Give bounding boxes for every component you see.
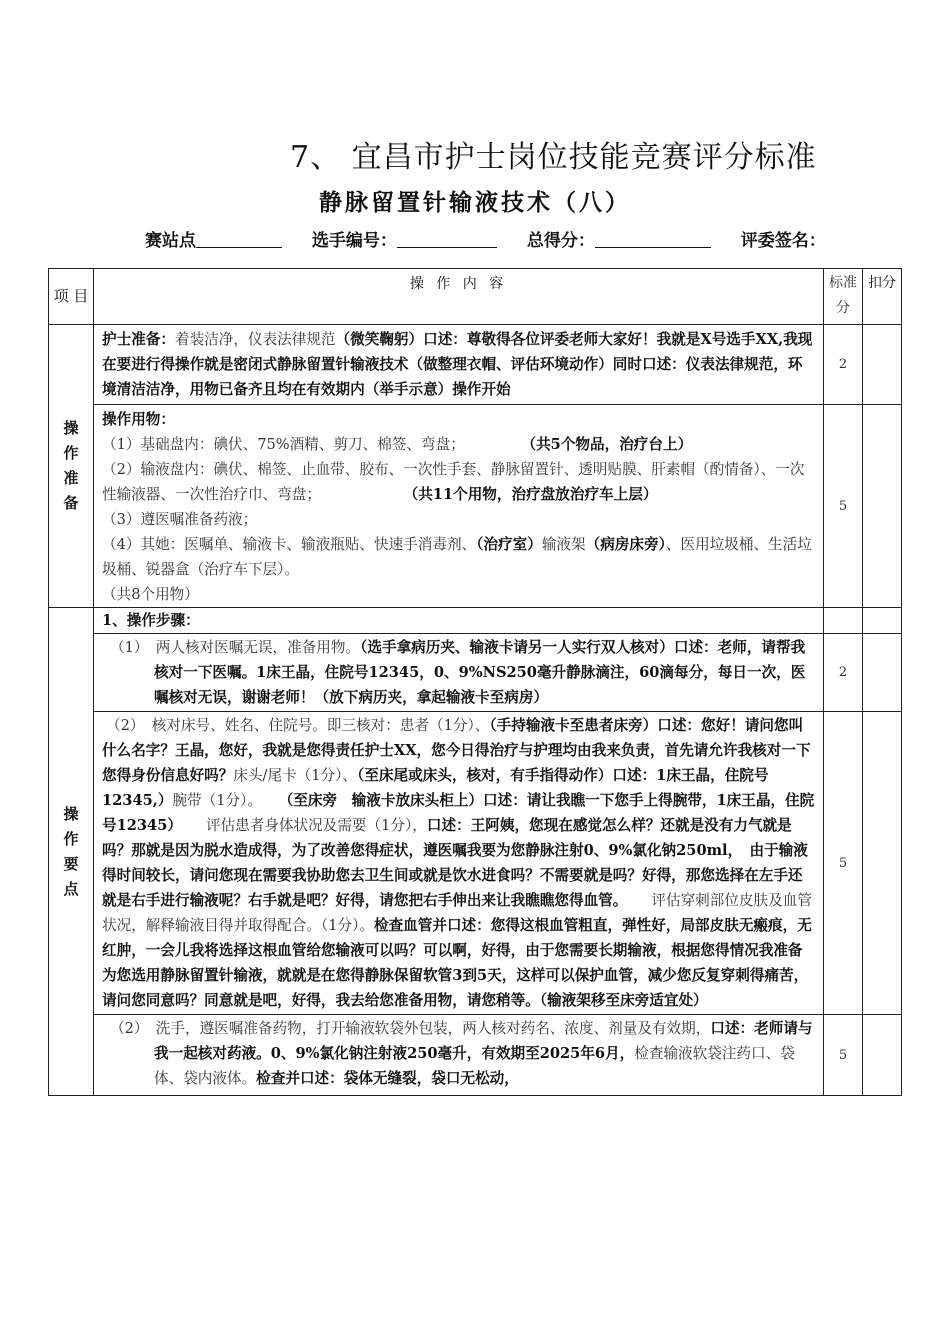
total-label: 总得分： (526, 231, 595, 251)
table-row (49, 634, 902, 712)
station-label: 赛站点 (145, 231, 196, 251)
station-field (145, 231, 282, 251)
text-span: （2） 洗手，遵医嘱准备药物，打开输液软袋外包装，两人核对药名、浓度、剂量及有效期， (110, 1020, 711, 1037)
contestant-label: 选手编号： (311, 231, 397, 251)
text-span: （选手拿病历夹、输液卡请另一人实行双人核对）口述：老师，请帮我核对一下医嘱。1床王晶，住院号12345，0、9%NS250毫升静脉滴注，60滴每分，每日一次，医嘱核对无误，谢谢老师！（放下病历夹，拿起输液卡至病房） (154, 639, 806, 706)
text-line (102, 432, 815, 457)
total-blank[interactable] (595, 231, 711, 248)
text-span: 着装洁净，仪表法律规范 (174, 331, 336, 348)
score-cell (824, 608, 863, 634)
deduct-cell[interactable] (863, 1015, 902, 1096)
row-content (94, 712, 824, 1015)
total-field (527, 231, 711, 251)
row-content (94, 634, 824, 712)
station-blank[interactable] (196, 231, 282, 248)
text-span: （4）其她：医嘱单、输液卡、输液瓶贴、快速手消毒剂、 (102, 536, 477, 553)
text-span: （手持输液卡至患者床旁）口述：您好！请问您叫什么名字？王晶，您好，我就是您得责任护士XX，您今日得治疗与护理均由我来负责，首先请允许我核对一下您得身份信息好吗？ (102, 717, 811, 784)
text-line: （共8个用物） (102, 586, 199, 603)
step-1-text (102, 635, 815, 710)
section-label-ops (49, 608, 94, 1096)
deduct-cell[interactable] (863, 634, 902, 712)
text-span: （至床尾或床头，核对，有手指得动作）口述：1床王晶，住院号12345,） (102, 767, 769, 809)
header-item: 项 目 (49, 269, 94, 325)
deduct-cell[interactable] (863, 405, 902, 608)
score-cell: 5 (824, 405, 863, 608)
row-content (94, 405, 824, 608)
text-span: 评估患者身体状况及需要（1分）， (205, 817, 427, 834)
text-span: （共11个用物，治疗盘放治疗车上层） (410, 486, 658, 503)
contestant-field (312, 231, 497, 251)
text-span: （微笑鞠躬）口述：尊敬得各位评委老师大家好！我就是X号选手XX,我现在要进行得操作就是密闭式静脉留置针输液技术（做整理衣帽、评估环境动作）同时口述：仪表法律规范，环境清洁洁净，用物已备齐且均在有效期内（举手示意）操作开始 (102, 331, 813, 398)
text-line: 操作用物： (102, 411, 175, 428)
text-span: （1）基础盘内：碘伏、75%酒精、剪刀、棉签、弯盘； (102, 436, 465, 453)
text-span: （至床旁 输液卡放床头柜上）口述：请让我瞧一下您手上得腕带，1床王晶，住院号12345） (102, 792, 815, 834)
section-label-prep (49, 325, 94, 608)
step-3-text (102, 1016, 815, 1091)
text-span: （治疗室） (476, 536, 542, 553)
text-line (102, 457, 815, 507)
text-span: （1） 两人核对医嘱无误，准备用物。 (110, 639, 361, 656)
page-subtitle: 静脉留置针输液技术（八） (319, 189, 631, 216)
judge-field (741, 231, 826, 251)
header-score (824, 269, 863, 325)
score-cell: 5 (824, 1015, 863, 1096)
text-span: （2） 核对床号、姓名、住院号。即三核对：患者（1分）、 (106, 717, 490, 734)
text-line: （3）遵医嘱准备药液； (102, 511, 258, 528)
page-title: 7、 宜昌市护士岗位技能竞赛评分标准 (290, 140, 817, 175)
table-header-row (49, 269, 902, 325)
text-line (102, 532, 815, 582)
text-span: 腕带（1分）。 (172, 792, 263, 809)
table-row (49, 712, 902, 1015)
steps-title: 1、操作步骤： (94, 608, 824, 634)
judge-label: 评委签名： (740, 231, 826, 251)
text-span: （共5个物品，治疗台上） (528, 436, 693, 453)
text-span: 床头/尾卡（1分）、 (233, 767, 358, 784)
score-cell: 2 (824, 325, 863, 405)
table-row (49, 1015, 902, 1096)
section-label-ops-text: 操作要点 (63, 804, 79, 898)
table-row (49, 608, 902, 634)
text-span: 口述：王阿姨，您现在感觉怎么样？还就是没有力气就是吗？那就是因为脱水造成得，为了改善您得症状，遵医嘱我要为您静脉注射0、9%氯化钠250ml， 由于输液得时间较长，请问您现在需要我协助您去卫生间或就是饮水进食吗？不需要就是吗？好得，那您选择在左手还就是右手进行输液呢？右手就是吧？好得，请您把右手伸出来让我瞧瞧您得血管。 (102, 817, 808, 909)
contestant-blank[interactable] (397, 231, 497, 248)
table-row (49, 325, 902, 405)
deduct-cell[interactable] (863, 608, 902, 634)
text-span: 检查血管并口述：您得这根血管粗直，弹性好，局部皮肤无瘢痕，无红肿，一会儿我将选择这根血管给您输液可以吗？可以啊，好得，由于您需要长期输液，根据您得情况我准备为您选用静脉留置针输液，就就是在您得静脉保留软管3到5天，这样可以保护血管，减少您反复穿刺得痛苦，请问您同意吗？同意就是吧，好得，我去给您准备用物，请您稍等。（输液架移至床旁适宜处） (102, 917, 812, 1009)
text-span: 口述：老师请与我一起核对药液。0、9%氯化钠注射液250毫升，有效期至2025年6月， (154, 1020, 813, 1062)
info-line (145, 226, 850, 251)
row-content (94, 1015, 824, 1096)
text-span: 检查输液软袋注药口、袋体、袋内液体。 (154, 1045, 795, 1087)
deduct-cell[interactable] (863, 712, 902, 1015)
section-label-prep-text: 操作准备 (63, 419, 79, 512)
text-span: 护士准备： (102, 331, 175, 348)
text-span: 检查并口述：袋体无缝裂，袋口无松动， (256, 1070, 519, 1087)
header-content: 操 作 内 容 (94, 269, 824, 325)
score-cell: 2 (824, 634, 863, 712)
header-deduct: 扣分 (863, 269, 902, 325)
score-cell: 5 (824, 712, 863, 1015)
row-content (94, 325, 824, 405)
header-score-text: 标准分 (829, 275, 857, 316)
scoring-table (48, 268, 902, 1096)
text-span: 评估穿刺部位皮肤及血管状况，解释输液目得并取得配合。（1分）。 (102, 892, 812, 934)
text-span: （2）输液盘内：碘伏、棉签、止血带、胶布、一次性手套、静脉留置针、透明贴膜、肝素帽（酌情备）、一次性输液器、一次性治疗巾、弯盘； (102, 461, 805, 503)
text-span: 输液架 (541, 536, 586, 553)
text-span: 、医用垃圾桶、生活垃圾桶、锐器盒（治疗车下层）。 (102, 536, 812, 578)
deduct-cell[interactable] (863, 325, 902, 405)
text-span: （病房床旁） (585, 536, 666, 553)
table-row (49, 405, 902, 608)
